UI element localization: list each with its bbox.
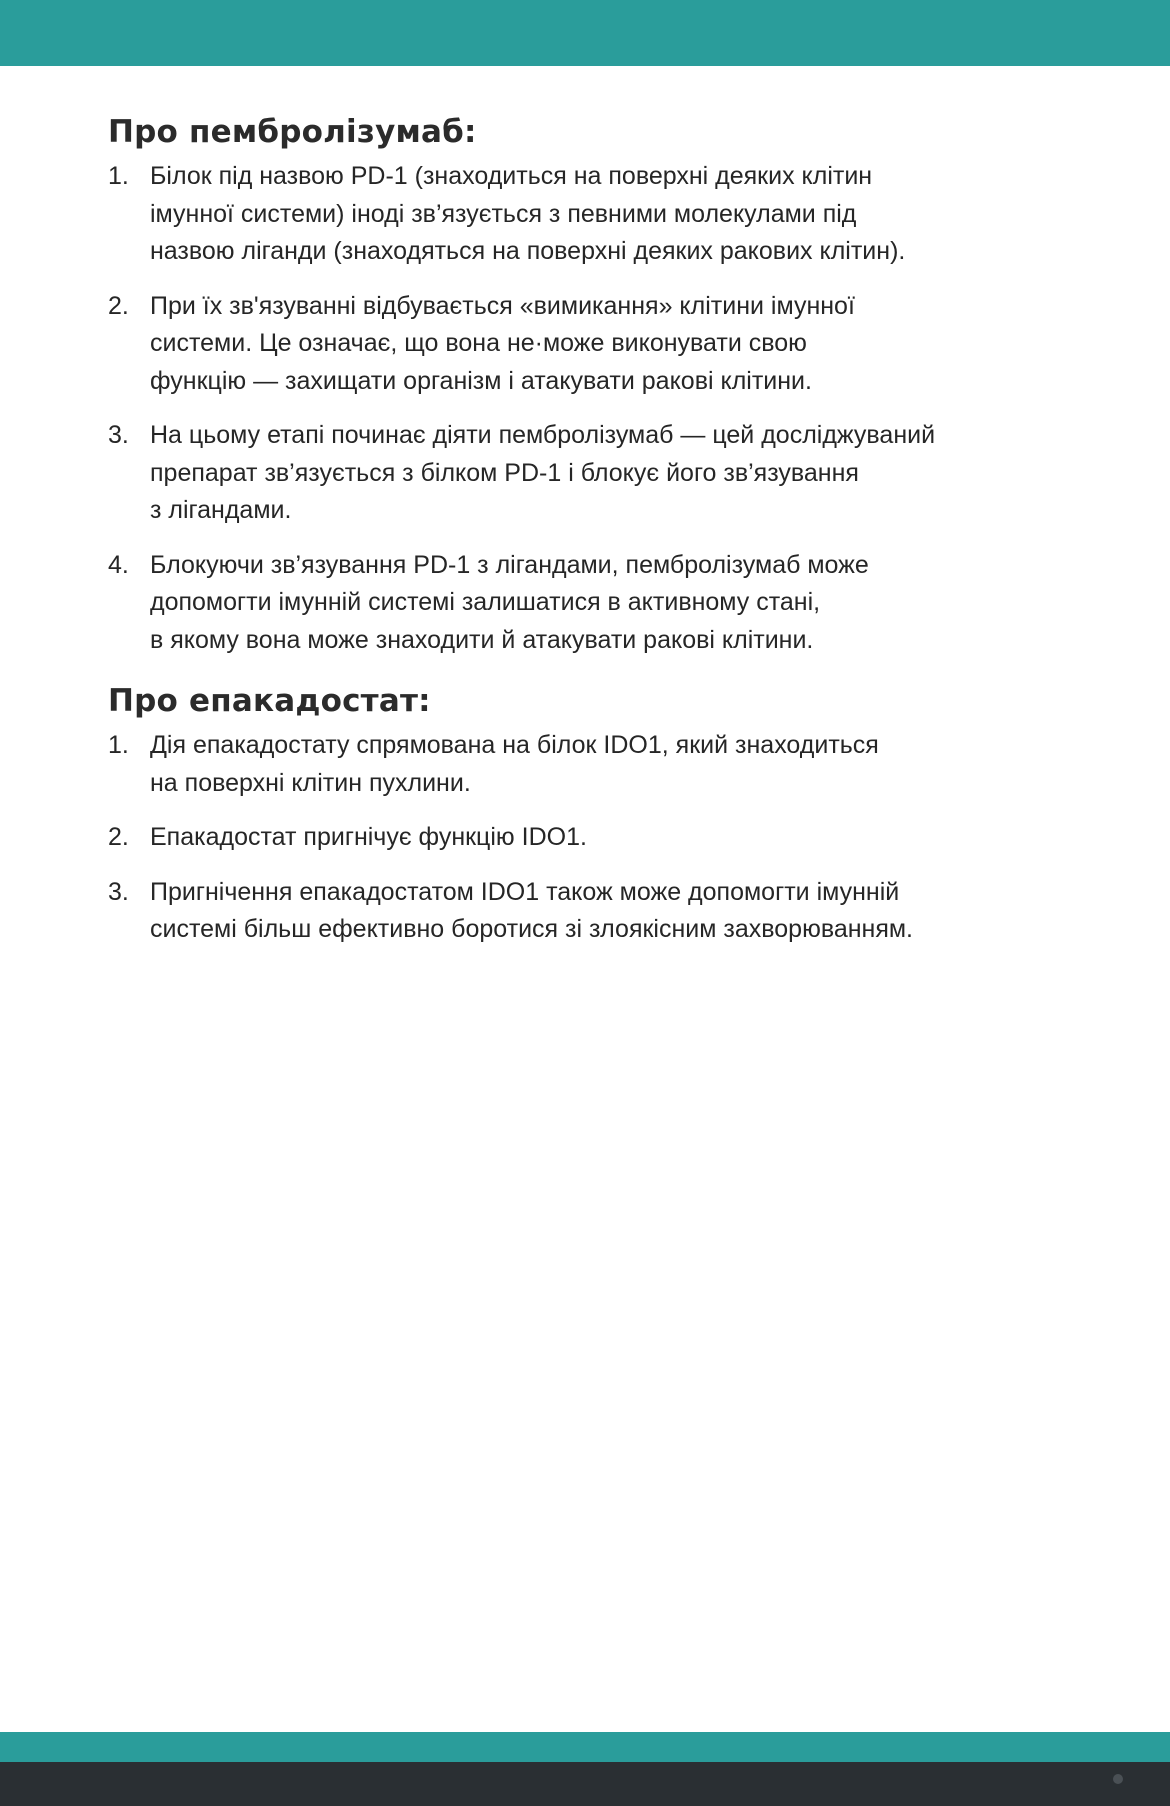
item-text-line: На цьому етапі починає діяти пембролізумаб — цей досліджуваний <box>150 421 936 449</box>
list-item <box>108 288 1088 401</box>
item-text-line: системі більш ефективно боротися зі злоякісним захворюванням. <box>150 915 914 943</box>
item-number: 2. <box>108 823 129 851</box>
item-text-line: Дія епакадостату спрямована на білок IDO1, який знаходиться <box>150 731 879 759</box>
item-text-line: на поверхні клітин пухлини. <box>150 768 471 797</box>
item-number: 1. <box>108 731 129 759</box>
list-item <box>108 874 1088 949</box>
item-text-line: Епакадостат пригнічує функцію IDO1. <box>150 823 587 851</box>
list-item <box>108 158 1088 271</box>
item-text-line: Пригнічення епакадостатом IDO1 також може допомогти імунній <box>150 877 900 906</box>
item-number: 4. <box>108 550 129 579</box>
item-number: 2. <box>108 291 129 320</box>
section-title-pembrolizumab: Про пембролізумаб: <box>108 114 477 150</box>
bottom-dark-band <box>0 1762 1170 1806</box>
item-text-line: препарат зв’язується з білком PD-1 і блокує його зв’язування <box>150 458 859 487</box>
item-text-line: Блокуючи зв’язування PD-1 з лігандами, пембролізумаб може <box>150 550 869 579</box>
item-text-line: допомогти імунній системі залишатися в активному стані, <box>150 588 821 616</box>
item-number: 1. <box>108 162 129 190</box>
corner-dot <box>1113 1774 1123 1784</box>
item-number: 3. <box>108 877 129 906</box>
item-text-line: назвою ліганди (знаходяться на поверхні деяких ракових клітин). <box>150 237 906 265</box>
bottom-teal-band <box>0 1732 1170 1762</box>
list-item <box>108 547 1088 660</box>
item-number: 3. <box>108 421 129 449</box>
pembrolizumab-list <box>108 158 1088 659</box>
item-text-line: функцію — захищати організм і атакувати ракові клітини. <box>150 366 812 395</box>
item-text-line: При їх зв'язуванні відбувається «вимикання» клітини імунної <box>150 291 855 320</box>
item-text-line: в якому вона може знаходити й атакувати ракові клітини. <box>150 625 814 654</box>
document-body <box>108 112 1088 966</box>
section-title-epacadostat: Про епакадостат: <box>108 683 431 719</box>
item-text-line: імунної системи) іноді зв’язується з певними молекулами під <box>150 199 857 228</box>
list-item <box>108 819 1088 857</box>
item-text-line: системи. Це означає, що вона не·може виконувати свою <box>150 329 807 357</box>
list-item <box>108 417 1088 530</box>
top-decorative-band <box>0 0 1170 66</box>
item-text-line: Білок під назвою PD-1 (знаходиться на поверхні деяких клітин <box>150 162 873 190</box>
item-text-line: з лігандами. <box>150 496 292 524</box>
epacadostat-list <box>108 727 1088 949</box>
list-item <box>108 727 1088 802</box>
